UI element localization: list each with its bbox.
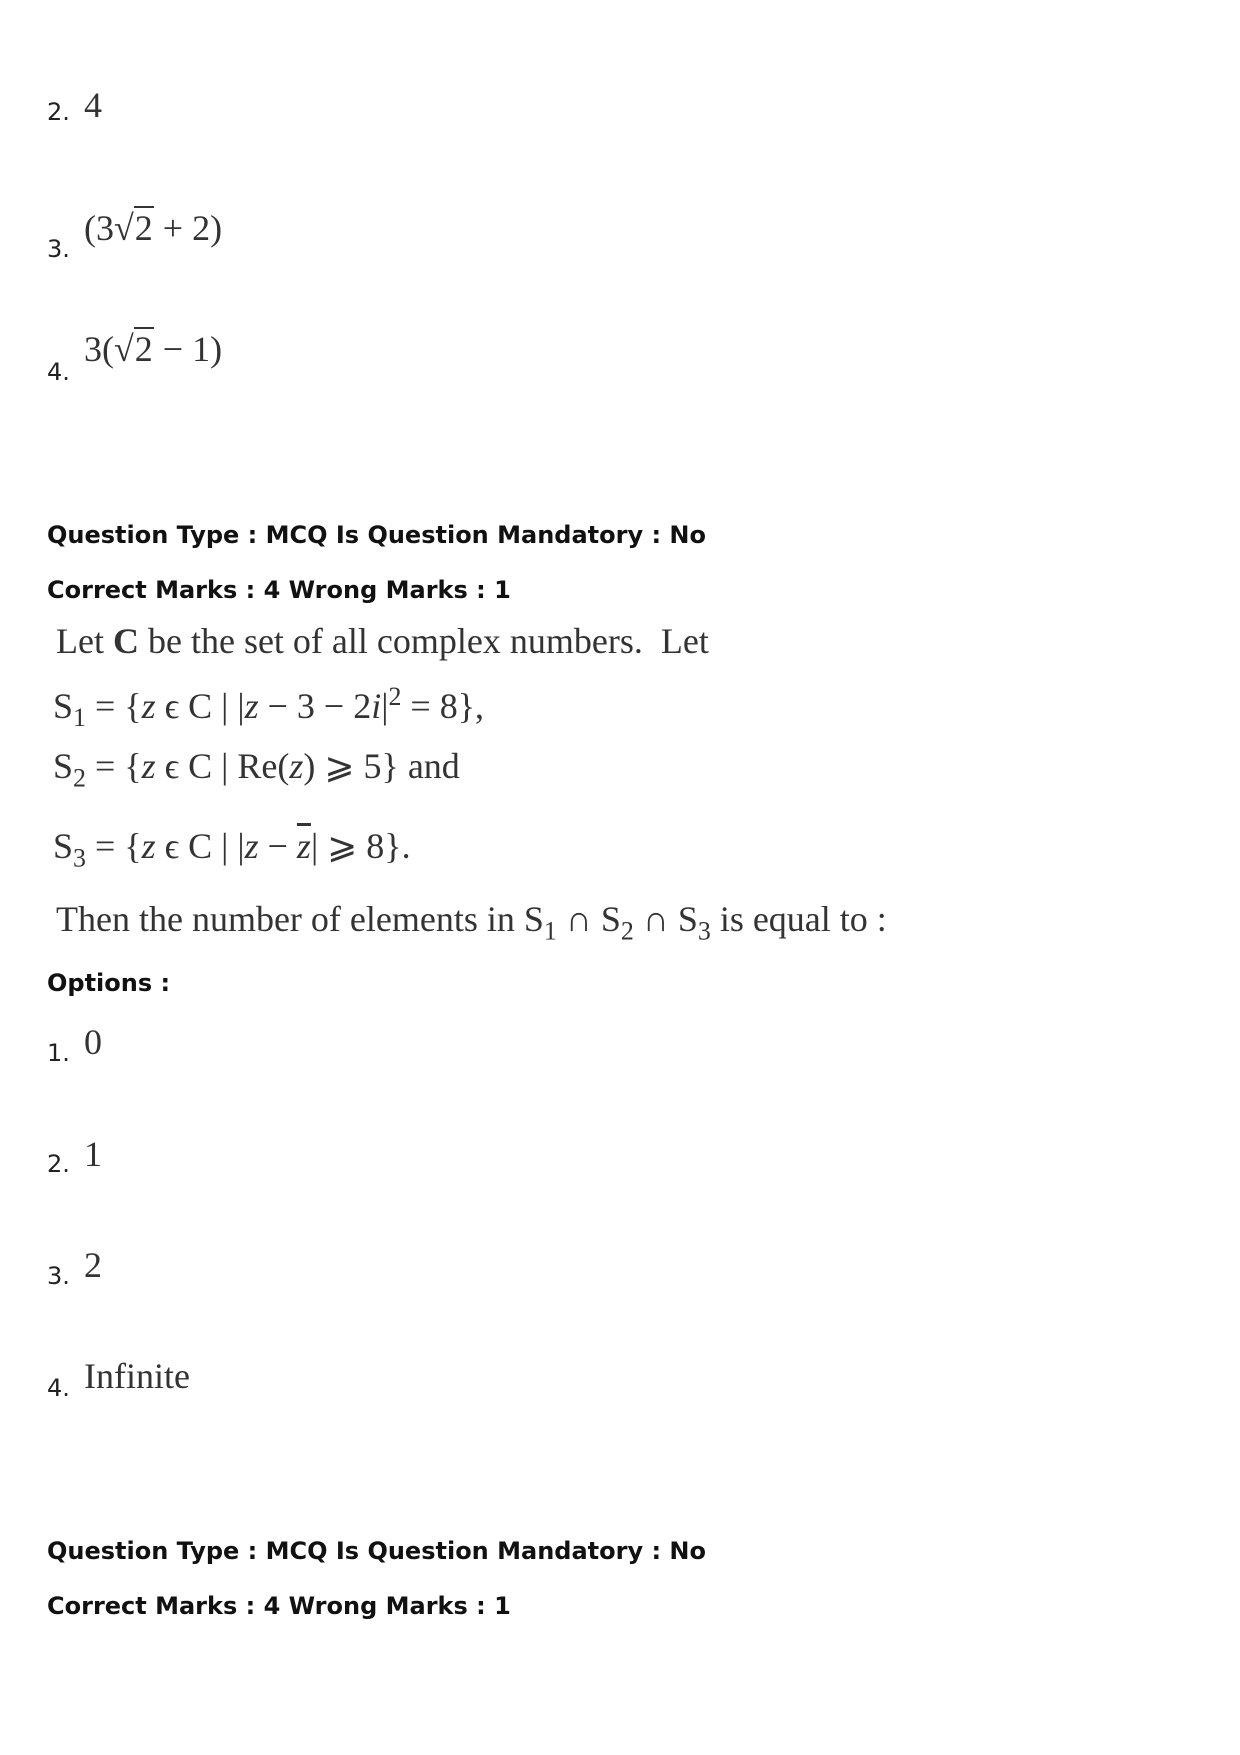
options-label: Options : — [47, 969, 171, 997]
option-text: Infinite — [84, 1356, 190, 1396]
option-number: 2. — [47, 98, 70, 126]
option-text: 1 — [84, 1134, 102, 1174]
question-line-5: Then the number of elements in $S_1$ ∩ $S_2$ ∩ $S_3$ is equal to : — [56, 899, 887, 946]
option-text-math: (3√2 + 2) — [84, 208, 223, 248]
option-number: 3. — [47, 1262, 70, 1290]
option-number: 4. — [47, 358, 70, 386]
question-set-s3: $S_3 = \{z$ ϵ C | $|z - \overline{z}|$ ⩾ 8}. — [53, 826, 411, 873]
marks-line: Correct Marks : 4 Wrong Marks : 1 — [47, 1592, 511, 1620]
option-number: 2. — [47, 1150, 70, 1178]
question-line-1: Let C be the set of all complex numbers. Let — [56, 621, 709, 661]
option-number: 4. — [47, 1374, 70, 1402]
question-set-s2: $S_2 = \{z$ ϵ C | Re(z) ⩾ 5} and — [53, 746, 460, 793]
question-type-line: Question Type : MCQ Is Question Mandatory : No — [47, 1537, 706, 1565]
option-text-math: 3(√2 − 1) — [84, 329, 223, 369]
option-number: 1. — [47, 1039, 70, 1067]
option-text: 2 — [84, 1245, 102, 1285]
marks-line: Correct Marks : 4 Wrong Marks : 1 — [47, 576, 511, 604]
option-text: 0 — [84, 1022, 102, 1062]
option-number: 3. — [47, 235, 70, 263]
question-type-line: Question Type : MCQ Is Question Mandatory : No — [47, 521, 706, 549]
option-text: 4 — [84, 85, 102, 125]
question-set-s1: $S_1 = \{z$ ϵ C | $|z - 3 - 2i|^2 = 8$}, — [53, 682, 484, 733]
